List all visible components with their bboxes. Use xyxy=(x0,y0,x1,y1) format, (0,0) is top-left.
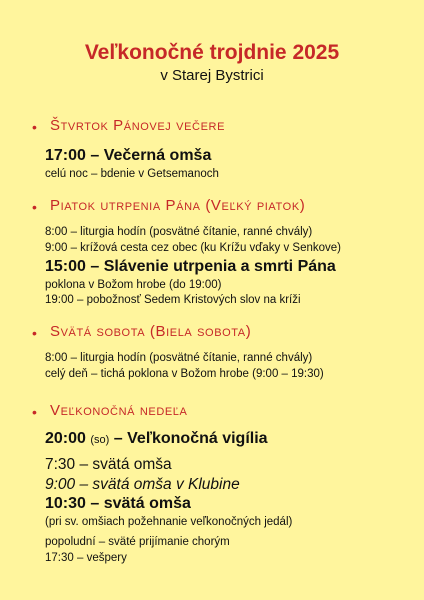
bullet-icon: • xyxy=(32,404,37,420)
saturday-line-1: 8:00 – liturgia hodín (posvätné čítanie, ranné chvály) xyxy=(45,352,313,364)
bullet-icon: • xyxy=(32,199,37,215)
thursday-main-time: 17:00 xyxy=(45,147,86,164)
friday-main-time: 15:00 xyxy=(45,258,86,275)
poster-subtitle: v Starej Bystrici xyxy=(160,67,264,84)
sunday-line-1: 7:30 – svätá omša xyxy=(45,456,172,473)
thursday-main-text: – Večerná omša xyxy=(90,147,212,164)
sunday-main-text: – svätá omša xyxy=(90,495,191,512)
saturday-line-2: celý deň – tichá poklona v Božom hrobe (9:00 – 19:30) xyxy=(45,368,324,380)
friday-line-1: 8:00 – liturgia hodín (posvätné čítanie, ranné chvály) xyxy=(45,226,313,238)
thursday-main-event xyxy=(45,146,211,166)
sunday-vigil-day: (so) xyxy=(90,434,110,446)
sunday-line-3: popoludní – sväté prijímanie chorým xyxy=(45,536,230,548)
heading-thursday: Štvrtok Pánovej večere xyxy=(50,117,226,134)
sunday-line-4: 17:30 – vešpery xyxy=(45,552,127,564)
sunday-vigil-text: – Veľkonočná vigília xyxy=(113,430,268,447)
friday-main-text: – Slávenie utrpenia a smrti Pána xyxy=(90,258,336,275)
heading-saturday: Svätá sobota (Biela sobota) xyxy=(50,323,252,340)
thursday-note: celú noc – bdenie v Getsemanoch xyxy=(45,168,219,180)
sunday-note: (pri sv. omšiach požehnanie veľkonočných jedál) xyxy=(45,516,293,528)
poster-title: Veľkonočné trojdnie 2025 xyxy=(84,41,340,64)
friday-line-4: 19:00 – pobožnosť Sedem Kristových slov na kríži xyxy=(45,294,301,306)
sunday-line-2: 9:00 – svätá omša v Klubine xyxy=(45,476,240,493)
sunday-vigil-time: 20:00 xyxy=(45,430,86,447)
sunday-main-time: 10:30 xyxy=(45,495,86,512)
friday-line-2: 9:00 – krížová cesta cez obec (ku Krížu vďaky v Senkove) xyxy=(45,242,341,254)
heading-sunday: Veľkonočná nedeľa xyxy=(50,402,188,419)
bullet-icon: • xyxy=(32,119,37,135)
heading-friday: Piatok utrpenia Pána (Veľký piatok) xyxy=(50,197,306,214)
sunday-main-event xyxy=(45,494,191,514)
friday-line-3: poklona v Božom hrobe (do 19:00) xyxy=(45,279,222,291)
friday-main-event xyxy=(45,257,336,277)
bullet-icon: • xyxy=(32,325,37,341)
sunday-vigil xyxy=(45,429,268,450)
